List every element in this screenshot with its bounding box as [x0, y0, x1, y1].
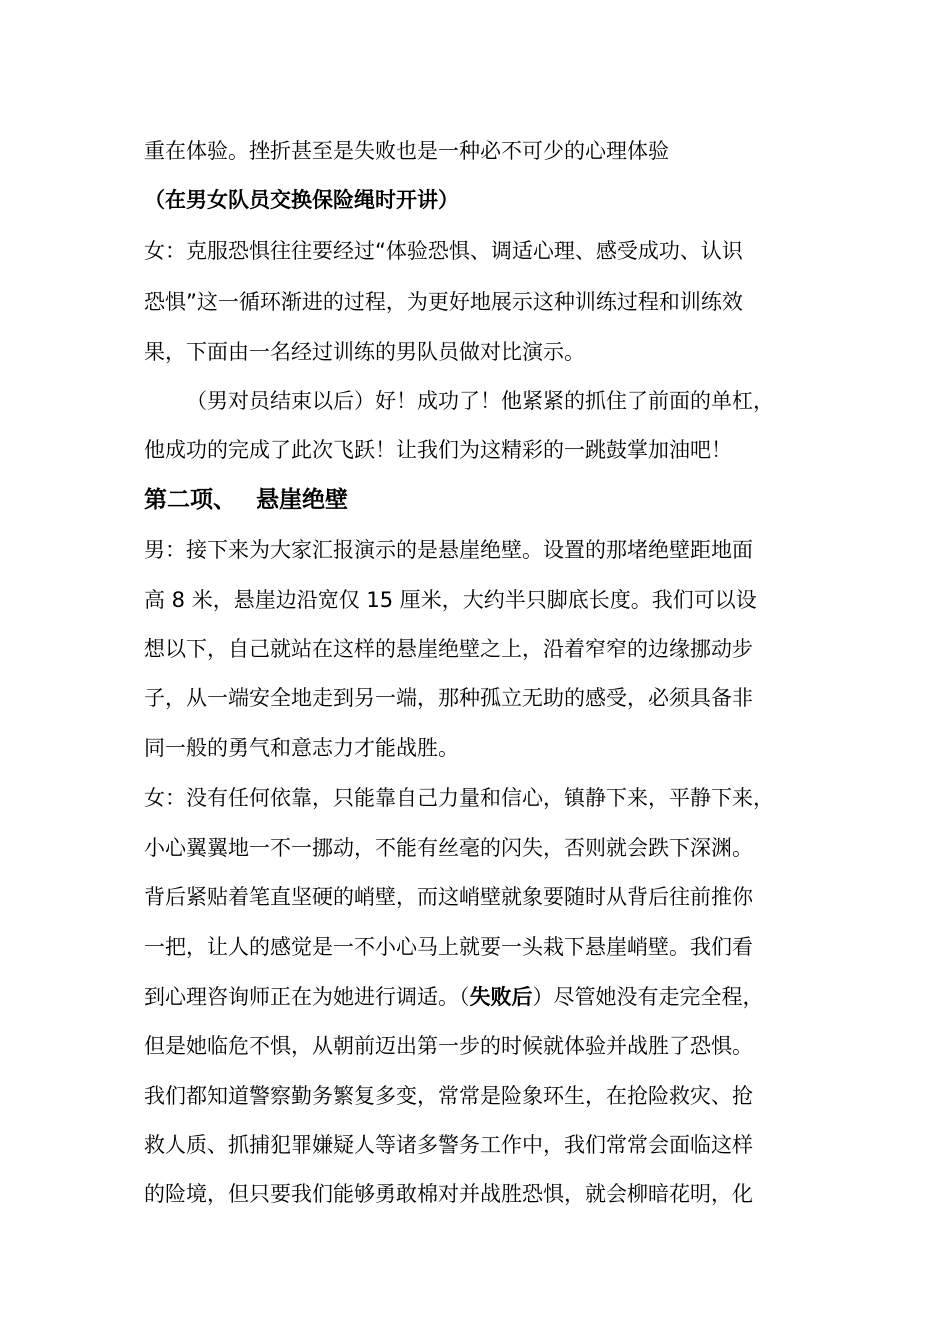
paragraph-line: 重在体验。挫折甚至是失败也是一种必不可少的心理体验: [144, 139, 669, 163]
paragraph-line: 女：克服恐惧往往要经过“体验恐惧、调适心理、感受成功、认识: [144, 239, 743, 263]
paragraph-line: 但是她临危不惧，从朝前迈出第一步的时候就体验并战胜了恐惧。: [144, 1034, 753, 1058]
paragraph-line: 同一般的勇气和意志力才能战胜。: [144, 736, 459, 760]
section-heading: [144, 485, 834, 515]
paragraph-line: 果，下面由一名经过训练的男队员做对比演示。: [144, 340, 585, 364]
text-segment: 到心理咨询师正在为她进行调适。（: [144, 985, 470, 1009]
paragraph-line-mixed: [144, 982, 834, 1012]
stage-direction: （在男女队员交换保险绳时开讲）: [144, 188, 459, 212]
paragraph-line: 他成功的完成了此次飞跃！让我们为这精彩的一跳鼓掌加油吧！: [144, 438, 732, 462]
paragraph-line: 救人质、抓捕犯罪嫌疑人等诸多警务工作中，我们常常会面临这样: [144, 1133, 753, 1157]
paragraph-line: （男对员结束以后）好！成功了！他紧紧的抓住了前面的单杠，: [186, 389, 774, 413]
paragraph-line: 男：接下来为大家汇报演示的是悬崖绝壁。设置的那堵绝壁距地面: [144, 538, 753, 562]
paragraph-line: 子，从一端安全地走到另一端，那种孤立无助的感受，必须具备非: [144, 686, 753, 710]
paragraph-line: 背后紧贴着笔直坚硬的峭壁，而这峭壁就象要随时从背后往前推你: [144, 885, 753, 909]
paragraph-line: 的险境，但只要我们能够勇敢棉对并战胜恐惧，就会柳暗花明，化: [144, 1182, 753, 1206]
bold-note: 失败后: [469, 985, 533, 1009]
text-segment: ）尽管她没有走完全程，: [532, 985, 764, 1009]
paragraph-line: 我们都知道警察勤务繁复多变，常常是险象环生，在抢险救灾、抢: [144, 1084, 753, 1108]
paragraph-line: 高 8 米，悬崖边沿宽仅 15 厘米，大约半只脚底长度。我们可以设: [144, 588, 757, 612]
section-title: 悬崖绝壁: [256, 487, 348, 513]
paragraph-line: 女：没有任何依靠，只能靠自己力量和信心，镇静下来，平静下来，: [144, 786, 774, 810]
section-number: 第二项、: [144, 487, 236, 513]
paragraph-line: 小心翼翼地一不一挪动，不能有丝毫的闪失，否则就会跌下深渊。: [144, 836, 753, 860]
paragraph-line: 想以下，自己就站在这样的悬崖绝壁之上，沿着窄窄的边缘挪动步: [144, 637, 753, 661]
paragraph-line: 一把，让人的感觉是一不小心马上就要一头栽下悬崖峭壁。我们看: [144, 935, 753, 959]
paragraph-line: 恐惧”这一循环渐进的过程，为更好地展示这种训练过程和训练效: [144, 290, 743, 314]
